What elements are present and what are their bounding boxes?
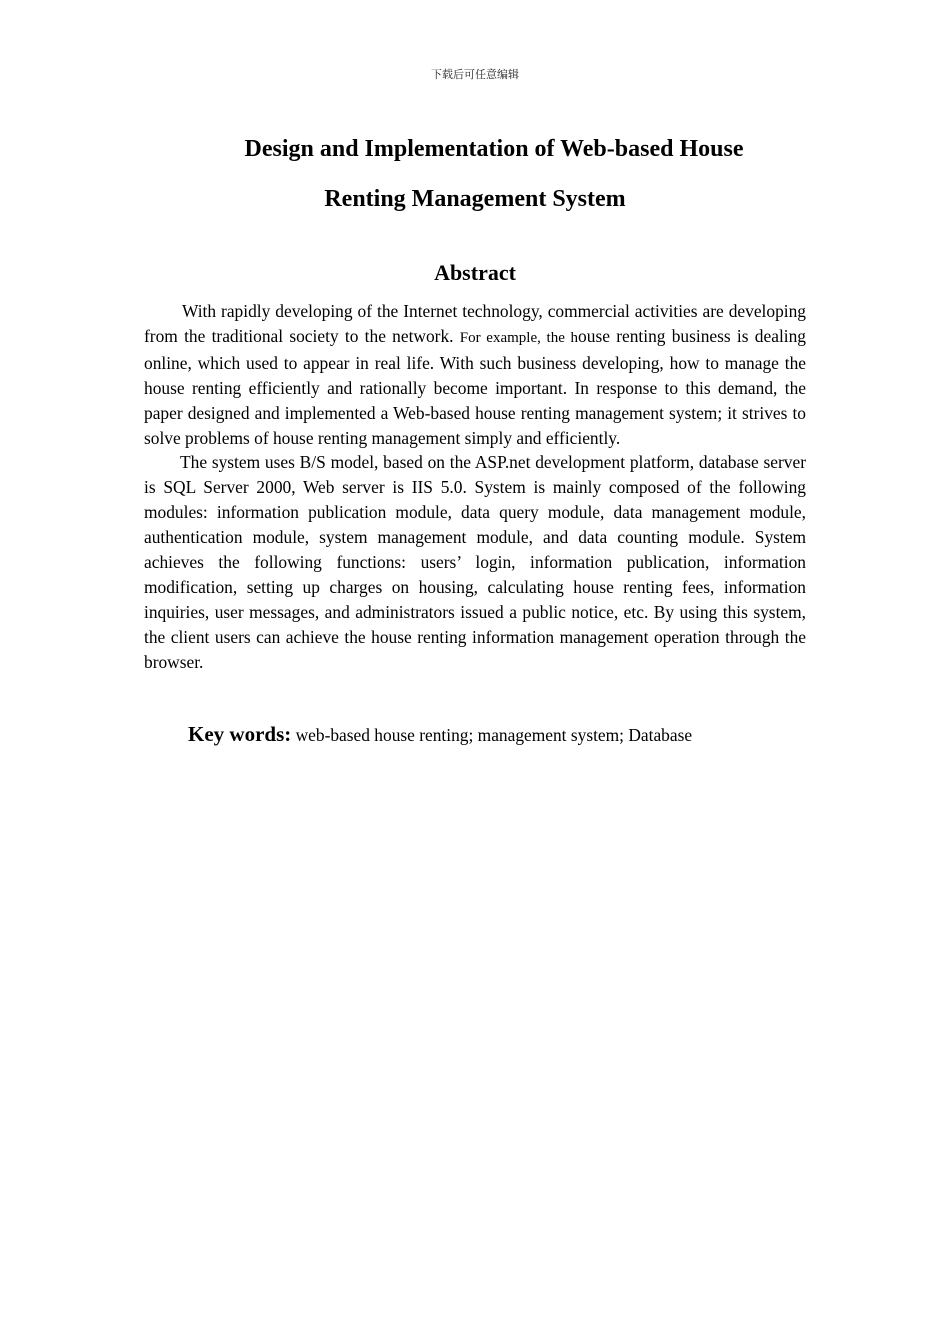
keywords-label: Key words:: [188, 722, 292, 746]
abstract-paragraph-1: [144, 299, 806, 450]
title-line-2: Renting Management System: [324, 186, 626, 212]
abstract-body: [144, 299, 806, 675]
paragraph-1-part-1: With rapidly developing of the Internet technology, commercial activities are developing from the traditional society to the network.: [144, 301, 806, 346]
header-note: 下载后可任意编辑: [431, 68, 519, 81]
keywords-line: [188, 720, 808, 749]
abstract-paragraph-2: The system uses B/S model, based on the ASP.net development platform, database server is SQL Server 2000, Web server is IIS 5.0. System is mainly composed of the following modules: information publication module, data query module, data management module, authentication module, system management module, and data counting module. System achieves the following functions: users’ login, information publication, information modification, setting up charges on housing, calculating house renting fees, information inquiries, user messages, and administrators issued a public notice, etc. By using this system, the client users can achieve the house renting information management operation through the browser.: [144, 452, 806, 672]
paragraph-1-part-3: ouse renting business is dealing online, which used to appear in real life. With such business developing, how to manage the house renting efficiently and rationally become important. In response to this demand, the paper designed and implemented a Web-based house renting management system; it strives to solve problems of house renting management simply and efficiently.: [144, 325, 806, 448]
title-line-1: Design and Implementation of Web-based House: [244, 136, 744, 162]
paragraph-1-part-2: For example, the h: [459, 329, 579, 346]
keywords-text: web-based house renting; management system; Database: [291, 725, 693, 745]
abstract-heading: Abstract: [434, 260, 516, 285]
